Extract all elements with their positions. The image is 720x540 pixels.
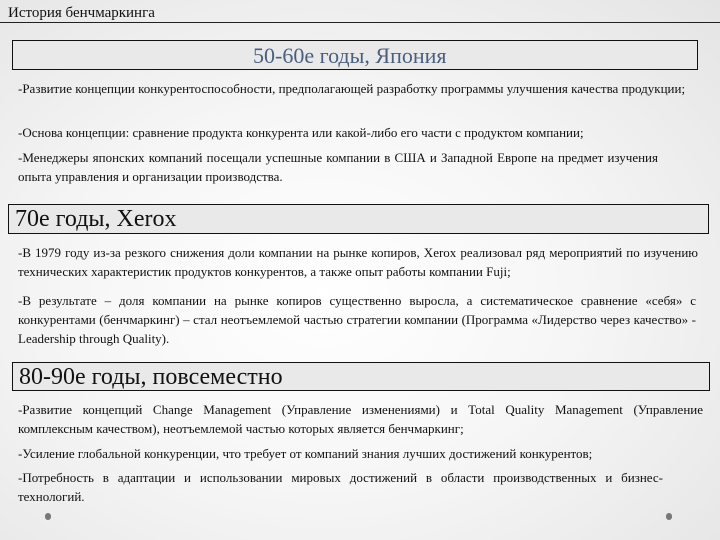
section-header-xerox xyxy=(8,204,709,234)
paragraph: -В результате – доля компании на рынке копиров существенно выросла, а систематическое сравнение «себя» с конкурентами (бенчмаркинг) – стал неотъемлемой частью стратегии компании (Программа «Лидерство через качество» - Leadership through Quality). xyxy=(18,293,696,346)
section-heading: 50-60е годы, Япония xyxy=(253,43,447,68)
paragraph: -Развитие концепции конкурентоспособности, предполагающей разработку программы улучшения качества продукции; xyxy=(18,81,686,96)
paragraph: -Менеджеры японских компаний посещали успешные компании в США и Западной Европе на предмет изучения опыта управления и организации производства. xyxy=(18,150,658,184)
decorative-dot-left xyxy=(45,513,51,520)
slide-title: История бенчмаркинга xyxy=(8,5,155,21)
section-header-worldwide xyxy=(12,362,710,391)
paragraph: -В 1979 году из-за резкого снижения доли компании на рынке копиров, Xerox реализовал ряд мероприятий по изучению технических характеристик продуктов конкурентов, а также опыт работы компании Fuji; xyxy=(18,245,698,279)
decorative-dot-right xyxy=(666,513,672,520)
paragraph: -Развитие концепций Change Management (Управление изменениями) и Total Quality Management (Управление комплексным качеством), неотъемлемой частью которых является бенчмаркинг; xyxy=(18,402,703,436)
section-header-japan xyxy=(12,40,698,70)
paragraph: -Потребность в адаптации и использовании мировых достижений в области производственных и бизнес-технологий. xyxy=(18,470,663,504)
section-heading: 80-90е годы, повсеместно xyxy=(19,364,283,390)
paragraph: -Основа концепции: сравнение продукта конкурента или какой-либо его части с продуктом компании; xyxy=(18,125,584,140)
title-divider xyxy=(0,22,720,23)
paragraph: -Усиление глобальной конкуренции, что требует от компаний знания лучших достижений конкурентов; xyxy=(18,446,593,461)
section-heading: 70е годы, Xerox xyxy=(15,206,177,232)
